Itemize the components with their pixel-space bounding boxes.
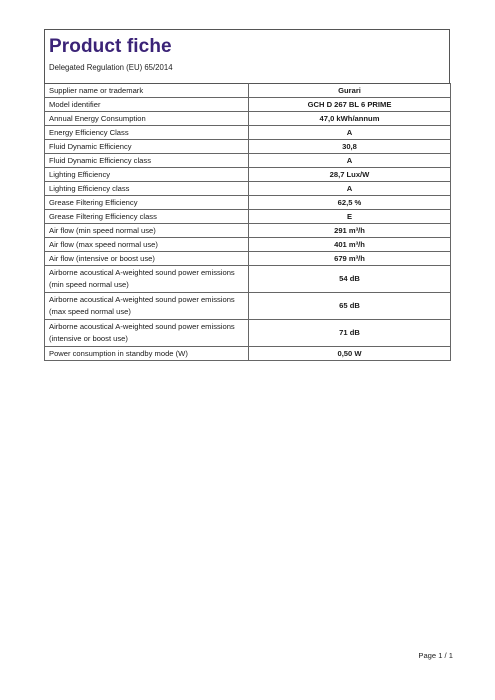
row-label: Supplier name or trademark bbox=[45, 84, 249, 98]
row-label: Grease Filtering Efficiency bbox=[45, 196, 249, 210]
page-title: Product fiche bbox=[49, 36, 172, 57]
row-label-line2: (min speed normal use) bbox=[49, 280, 129, 289]
row-label bbox=[45, 266, 249, 293]
row-value: 47,0 kWh/annum bbox=[249, 112, 451, 126]
row-label: Air flow (max speed normal use) bbox=[45, 238, 249, 252]
table-row bbox=[45, 238, 451, 252]
row-label-line2: (max speed normal use) bbox=[49, 307, 131, 316]
table-row bbox=[45, 266, 451, 293]
row-value: A bbox=[249, 182, 451, 196]
row-label: Lighting Efficiency class bbox=[45, 182, 249, 196]
row-label bbox=[45, 293, 249, 320]
row-value: 71 dB bbox=[249, 320, 451, 347]
row-label-line1: Airborne acoustical A-weighted sound power emissions bbox=[49, 268, 235, 277]
row-label: Grease Filtering Efficiency class bbox=[45, 210, 249, 224]
row-label: Lighting Efficiency bbox=[45, 168, 249, 182]
row-value: 291 m³/h bbox=[249, 224, 451, 238]
row-label: Energy Efficiency Class bbox=[45, 126, 249, 140]
row-label-line2: (intensive or boost use) bbox=[49, 334, 128, 343]
row-value: 401 m³/h bbox=[249, 238, 451, 252]
table-row bbox=[45, 196, 451, 210]
table-row bbox=[45, 112, 451, 126]
table-row bbox=[45, 154, 451, 168]
regulation-subtitle: Delegated Regulation (EU) 65/2014 bbox=[49, 63, 173, 72]
table-row bbox=[45, 210, 451, 224]
row-label: Air flow (min speed normal use) bbox=[45, 224, 249, 238]
table-row bbox=[45, 347, 451, 361]
row-label-line1: Airborne acoustical A-weighted sound power emissions bbox=[49, 322, 235, 331]
row-label: Air flow (intensive or boost use) bbox=[45, 252, 249, 266]
row-label: Fluid Dynamic Efficiency bbox=[45, 140, 249, 154]
table-row bbox=[45, 182, 451, 196]
fiche-header bbox=[44, 29, 450, 83]
table-row bbox=[45, 252, 451, 266]
table-row bbox=[45, 84, 451, 98]
product-fiche bbox=[44, 29, 450, 361]
row-label bbox=[45, 320, 249, 347]
table-row bbox=[45, 140, 451, 154]
table-row bbox=[45, 293, 451, 320]
row-label: Fluid Dynamic Efficiency class bbox=[45, 154, 249, 168]
table-row bbox=[45, 224, 451, 238]
row-value: 54 dB bbox=[249, 266, 451, 293]
specifications-table bbox=[44, 83, 451, 361]
row-label: Annual Energy Consumption bbox=[45, 112, 249, 126]
row-value: A bbox=[249, 154, 451, 168]
row-value: 65 dB bbox=[249, 293, 451, 320]
row-value: 0,50 W bbox=[249, 347, 451, 361]
row-value: 679 m³/h bbox=[249, 252, 451, 266]
row-label: Power consumption in standby mode (W) bbox=[45, 347, 249, 361]
row-value: E bbox=[249, 210, 451, 224]
row-label-line1: Airborne acoustical A-weighted sound power emissions bbox=[49, 295, 235, 304]
row-value: GCH D 267 BL 6 PRIME bbox=[249, 98, 451, 112]
row-value: 28,7 Lux/W bbox=[249, 168, 451, 182]
row-label: Model identifier bbox=[45, 98, 249, 112]
row-value: 62,5 % bbox=[249, 196, 451, 210]
table-row bbox=[45, 168, 451, 182]
table-row bbox=[45, 320, 451, 347]
page-number: Page 1 / 1 bbox=[418, 651, 453, 660]
row-value: Gurari bbox=[249, 84, 451, 98]
table-row bbox=[45, 98, 451, 112]
table-row bbox=[45, 126, 451, 140]
row-value: A bbox=[249, 126, 451, 140]
row-value: 30,8 bbox=[249, 140, 451, 154]
